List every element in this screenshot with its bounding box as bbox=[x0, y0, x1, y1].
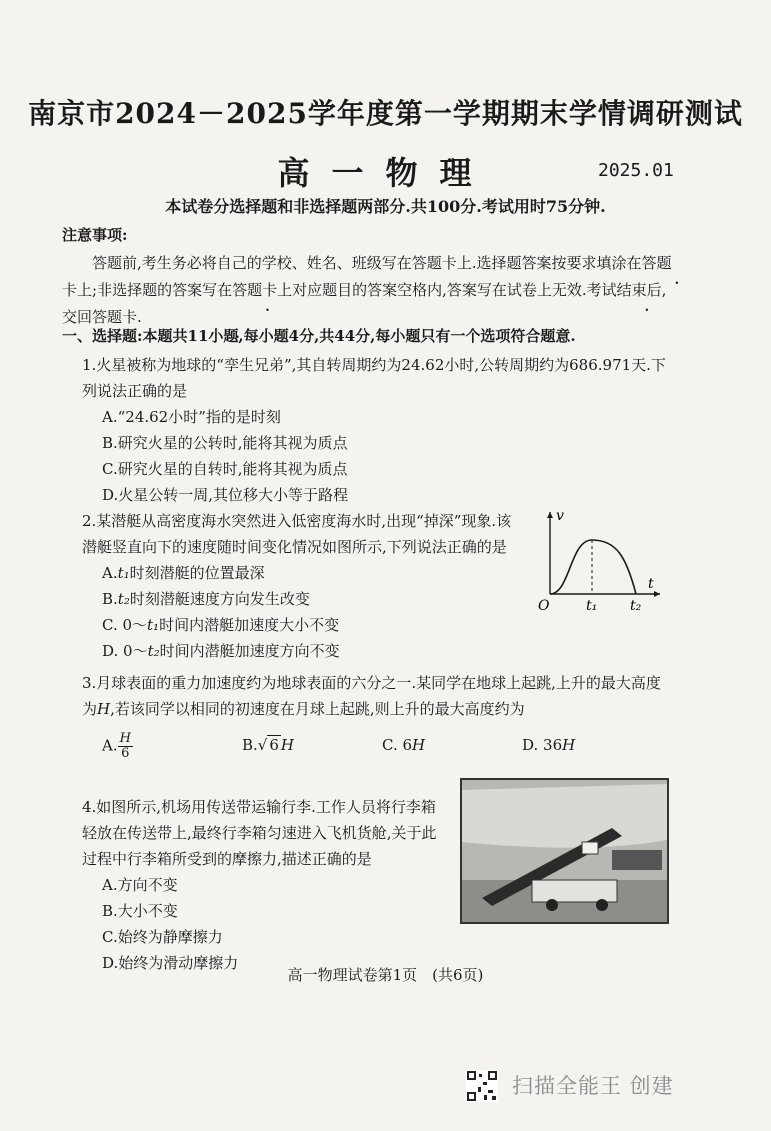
q2-option-d bbox=[82, 638, 672, 664]
q2-a-text: 时刻潜艇的位置最深 bbox=[129, 564, 265, 582]
truck-wheel-front bbox=[546, 899, 558, 911]
conveyor-belt-photo bbox=[460, 778, 669, 924]
q3-b-radicand: 6 bbox=[269, 736, 279, 754]
exam-date: 2025.01 bbox=[598, 160, 674, 181]
q4-option-d: D.始终为滑动摩擦力 bbox=[102, 954, 239, 972]
q3-options bbox=[82, 732, 672, 761]
aircraft-fuselage bbox=[462, 784, 667, 848]
q3-b-label: B.√ bbox=[242, 736, 268, 754]
q3-stem bbox=[82, 670, 672, 722]
conveyor-truck bbox=[532, 880, 617, 902]
q2-d-label: D. 0～ bbox=[102, 642, 148, 660]
q3-option-c bbox=[382, 732, 522, 761]
q2-stem: 2.某潜艇从高密度海水突然进入低密度海水时,出现“掉深”现象.该潜艇竖直向下的速度随时间变化情况如图所示,下列说法正确的是 bbox=[82, 512, 512, 556]
notice-heading: 注意事项: bbox=[62, 226, 128, 244]
notice-emph2: 答题卡 • • bbox=[232, 281, 277, 299]
origin-label: O bbox=[538, 598, 550, 614]
q3-option-d bbox=[522, 732, 662, 761]
q3-a-label: A. bbox=[102, 736, 118, 755]
q1-option-c: C.研究火星的自转时,能将其视为质点 bbox=[102, 460, 348, 478]
t-axis-label: t bbox=[648, 576, 654, 592]
luggage bbox=[582, 842, 598, 854]
t-axis-arrow bbox=[654, 591, 660, 597]
velocity-time-graph bbox=[536, 506, 666, 616]
q3-a-den: 6 bbox=[121, 746, 130, 761]
q2-c-text: 时间内潜艇加速度大小不变 bbox=[159, 616, 340, 634]
q2-b-label: B. bbox=[102, 590, 118, 608]
velocity-curve bbox=[550, 540, 636, 594]
q3-a-num: H bbox=[119, 731, 131, 746]
q3-c-label: C. 6 bbox=[382, 736, 413, 754]
t1-label: t₁ bbox=[586, 598, 598, 614]
truck-wheel-rear bbox=[596, 899, 608, 911]
q2-d-var: t₂ bbox=[147, 642, 160, 660]
background-fence bbox=[612, 850, 662, 870]
notice-emph1: 答题卡 • • bbox=[62, 254, 672, 299]
q1-option-b: B.研究火星的公转时,能将其视为质点 bbox=[102, 434, 348, 452]
q2-c-label: C. 0～ bbox=[102, 616, 148, 634]
q2-b-text: 时刻潜艇速度方向发生改变 bbox=[129, 590, 310, 608]
q3-option-b bbox=[242, 732, 382, 761]
scanner-watermark: 扫描全能王 创建 bbox=[512, 1074, 674, 1098]
q4-option-b: B.大小不变 bbox=[102, 902, 178, 920]
section-heading: 一、选择题:本题共11小题,每小题4分,共44分,每小题只有一个选项符合题意. bbox=[62, 327, 576, 345]
question-1 bbox=[82, 352, 672, 508]
notice-part1: 答题前,考生务必将自己的学校、姓名、班级写在答题卡上.选择题答案按要求填涂在 bbox=[92, 254, 642, 272]
q3-a-fraction bbox=[118, 732, 133, 761]
subject-title: 高一物理 bbox=[277, 154, 494, 192]
q3-c-var: H bbox=[412, 736, 426, 754]
q3-d-var: H bbox=[562, 736, 576, 754]
v-axis-label: v bbox=[556, 508, 564, 524]
qr-code-icon bbox=[466, 1070, 498, 1102]
q3-stem-var: H bbox=[97, 700, 111, 718]
q1-option-d: D.火星公转一周,其位移大小等于路程 bbox=[102, 486, 349, 504]
q2-b-var: t₂ bbox=[117, 590, 130, 608]
v-axis-arrow bbox=[547, 512, 553, 518]
notice-part3: 上对应题目的答案空格内,答案写在试卷上无效.考试结束后,交回答题卡. bbox=[62, 281, 667, 326]
q2-a-var: t₁ bbox=[117, 564, 130, 582]
page-footer: 高一物理试卷第1页 (共6页) bbox=[287, 966, 484, 984]
q2-c-var: t₁ bbox=[147, 616, 160, 634]
q3-b-var: H bbox=[280, 736, 294, 754]
exam-intro: 本试卷分选择题和非选择题两部分.共100分.考试用时75分钟. bbox=[165, 197, 606, 216]
q4-option-a: A.方向不变 bbox=[102, 876, 178, 894]
exam-title: 南京市2024－2025学年度第一学期期末学情调研测试 bbox=[28, 97, 743, 130]
q4-option-c: C.始终为静摩擦力 bbox=[102, 928, 223, 946]
q2-a-label: A. bbox=[102, 564, 118, 582]
q4-stem: 4.如图所示,机场用传送带运输行李.工作人员将行李箱轻放在传送带上,最终行李箱匀速进入飞机货舱,关于此过程中行李箱所受到的摩擦力,描述正确的是 bbox=[82, 798, 437, 868]
question-3 bbox=[82, 670, 672, 761]
notice-part2: 上;非选择题的答案写在 bbox=[77, 281, 233, 299]
t2-label: t₂ bbox=[630, 598, 642, 614]
q2-d-text: 时间内潜艇加速度方向不变 bbox=[159, 642, 340, 660]
q3-option-a bbox=[102, 732, 242, 761]
question-4 bbox=[82, 794, 442, 976]
q3-stem-pre: 3.月球表面的重力加速度约为地球表面的六分之一.某同学在地球上起跳,上升的最大高度为 bbox=[82, 674, 661, 718]
q3-d-label: D. 36 bbox=[522, 736, 563, 754]
q1-option-a: A.“24.62小时”指的是时刻 bbox=[102, 408, 281, 426]
q3-stem-post: ,若该同学以相同的初速度在月球上起跳,则上升的最大高度约为 bbox=[110, 700, 525, 718]
q1-stem: 1.火星被称为地球的“孪生兄弟”,其自转周期约为24.62小时,公转周期约为686.971天.下列说法正确的是 bbox=[82, 356, 666, 400]
notice-text bbox=[62, 250, 672, 331]
